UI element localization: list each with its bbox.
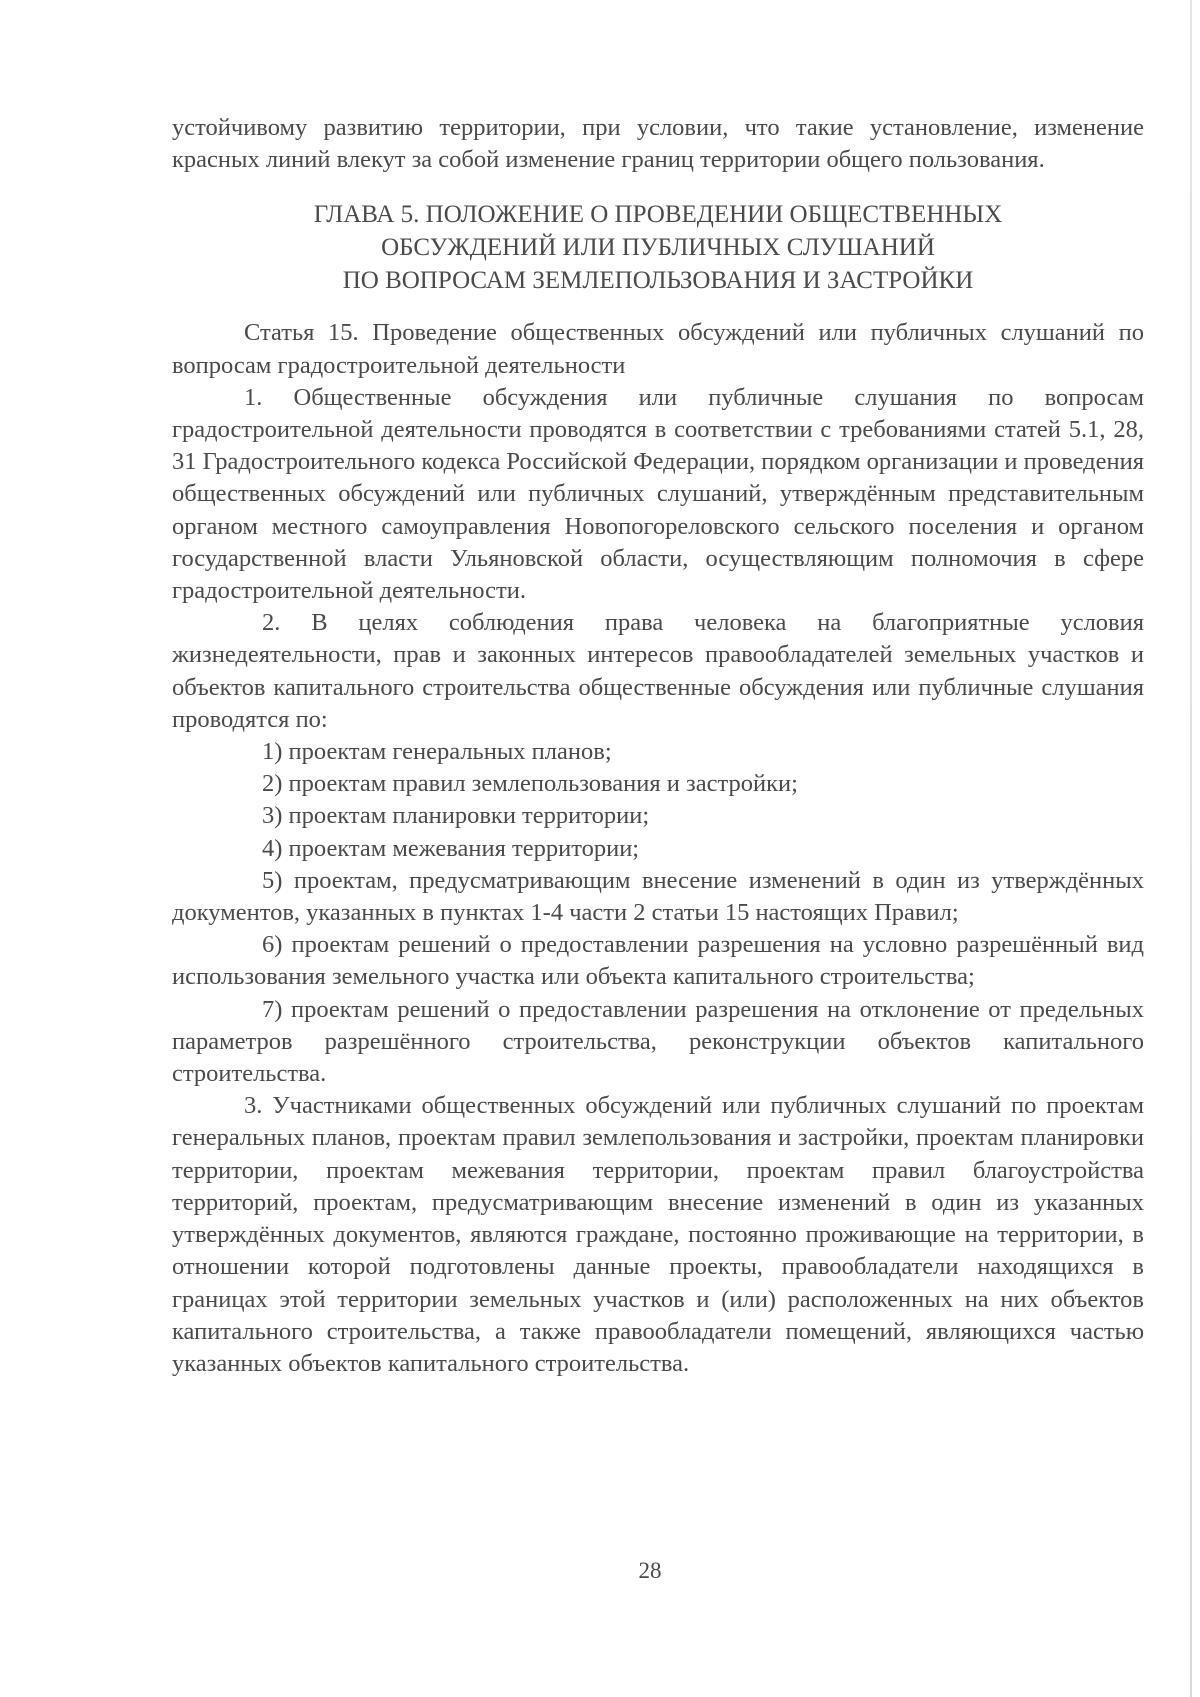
- list-item: 6) проектам решений о предоставлении разрешения на условно разрешённый вид использования земельного участка или объекта капитального строительства;: [172, 931, 1144, 991]
- intro-paragraph-tail: устойчивому развитию территории, при условии, что такие установление, изменение красных линий влекут за собой изменение границ территории общего пользования.: [172, 114, 1144, 174]
- list-item: 4) проектам межевания территории;: [262, 834, 640, 862]
- chapter-heading: [172, 198, 1144, 297]
- document-page: [172, 112, 1144, 1380]
- list-item: 2) проектам правил землепользования и застройки;: [262, 770, 798, 798]
- page-number: 28: [638, 1558, 662, 1583]
- list-item: 3) проектам планировки территории;: [262, 802, 650, 830]
- paragraph-1: 1. Общественные обсуждения или публичные слушания по вопросам градостроительной деятельности проводятся в соответствии с требованиями статей 5.1, 28, 31 Градостроительного кодекса Российской Федерации, порядком организации и проведения общественных обсуждений или публичных слушаний, утверждённым представительным органом местного самоуправления Новопогореловского сельского поселения и органом государственной власти Ульяновской области, осуществляющим полномочия в сфере градостроительной деятельности.: [172, 383, 1144, 605]
- article-title: Статья 15. Проведение общественных обсуждений или публичных слушаний по вопросам градостроительной деятельности: [172, 319, 1144, 379]
- list-item: 7) проектам решений о предоставлении разрешения на отклонение от предельных параметров разрешённого строительства, реконструкции объектов капитального строительства.: [172, 995, 1144, 1088]
- paragraph-2: 2. В целях соблюдения права человека на благоприятные условия жизнедеятельности, прав и законных интересов правообладателей земельных участков и объектов капитального строительства общественные обсуждения или публичные слушания проводятся по:: [172, 609, 1144, 733]
- list-item: 5) проектам, предусматривающим внесение изменений в один из утверждённых документов, указанных в пунктах 1-4 части 2 статьи 15 настоящих Правил;: [172, 866, 1144, 927]
- chapter-heading-line-3: ПО ВОПРОСАМ ЗЕМЛЕПОЛЬЗОВАНИЯ И ЗАСТРОЙКИ: [342, 267, 974, 295]
- scan-edge: [1190, 0, 1192, 1697]
- list-item: 1) проектам генеральных планов;: [262, 738, 612, 766]
- paragraph-3: 3. Участниками общественных обсуждений или публичных слушаний по проектам генеральных планов, проектам правил землепользования и застройки, проектам планировки территории, проектам межевания территории, проектам правил благоустройства территорий, проектам, предусматривающим внесение изменений в один из указанных утверждённых документов, являются граждане, постоянно проживающие на территории, в отношении которой подготовлены данные проекты, правообладатели находящихся в границах этой территории земельных участков и (или) расположенных на них объектов капитального строительства, а также правообладатели помещений, являющихся частью указанных объектов капитального строительства.: [172, 1092, 1144, 1377]
- chapter-heading-line-2: ОБСУЖДЕНИЙ ИЛИ ПУБЛИЧНЫХ СЛУШАНИЙ: [381, 234, 935, 262]
- chapter-heading-line-1: ГЛАВА 5. ПОЛОЖЕНИЕ О ПРОВЕДЕНИИ ОБЩЕСТВЕННЫХ: [313, 201, 1003, 229]
